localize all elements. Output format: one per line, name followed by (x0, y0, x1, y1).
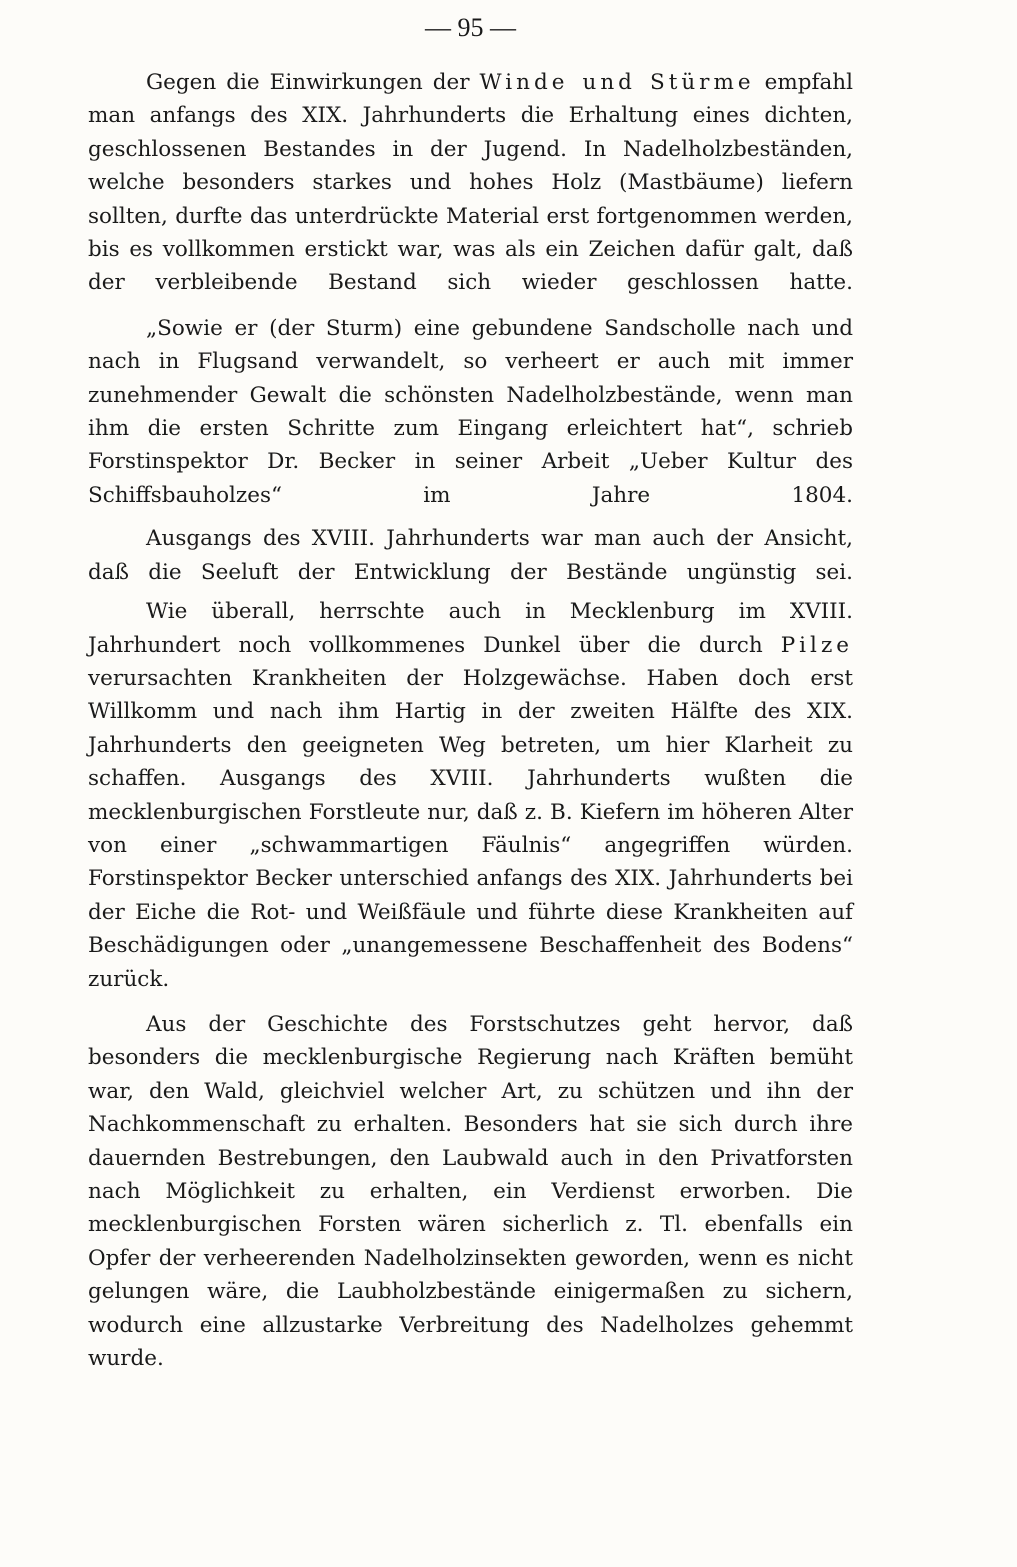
book-page (88, 10, 853, 1375)
paragraph-fungi (88, 595, 853, 996)
paragraph-becker-quote: „Sowie er (der Sturm) eine gebundene Sandscholle nach und nach in Flugsand verwandelt, so verheert er auch mit immer zunehmender Gewalt die schönsten Nadelholzbestände, wenn man ihm die ersten Schritte zum Eingang erleichtert hat“, schrieb Forstinspektor Dr. Becker in seiner Arbeit „Ueber Kultur des Schiffsbauholzes“ im Jahre 1804. (88, 315, 853, 508)
paragraph-text: Gegen die Einwirkungen der (146, 70, 480, 95)
page-number: — 95 — (425, 13, 516, 42)
paragraph-sea-air: Ausgangs des XVIII. Jahrhunderts war man auch der Ansicht, daß die Seeluft der Entwicklung der Bestände ungünstig sei. (88, 526, 853, 585)
paragraph-text: empfahl man anfangs des XIX. Jahrhunderts die Erhaltung eines dichten, geschlossenen Bestandes in der Jugend. In Nadelholzbeständen, welche besonders starkes und hohes Holz (Mastbäume) liefern sollten, durfte das unterdrückte Material erst fortgenommen werden, bis es vollkommen erstickt war, was als ein Zeichen dafür galt, daß der verbleibende Bestand sich wieder geschlossen hatte. (88, 70, 853, 296)
paragraph-wind-storms (88, 66, 853, 300)
paragraph-forest-protection: Aus der Geschichte des Forstschutzes geht hervor, daß besonders die mecklenburgische Regierung nach Kräften bemüht war, den Wald, gleichviel welcher Art, zu schützen und ihn der Nachkommenschaft zu erhalten. Besonders hat sie sich durch ihre dauernden Bestrebungen, den Laubwald auch in den Privatforsten nach Möglichkeit zu erhalten, ein Verdienst erworben. Die mecklenburgischen Forsten wären sicherlich z. Tl. ebenfalls ein Opfer der verheerenden Nadelholzinsekten geworden, wenn es nicht gelungen wäre, die Laubholzbestände einigermaßen zu sichern, wodurch eine allzustarke Verbreitung des Nadelholzes gehemmt wurde. (88, 1011, 853, 1372)
emphasized-text: Winde und Stürme (479, 70, 755, 95)
emphasized-text: Pilze (780, 632, 853, 658)
paragraph-text: Wie überall, herrschte auch in Mecklenburg im XVIII. Jahrhundert noch vollkommenes Dunkel über die durch (88, 599, 853, 658)
paragraph-text: verursachten Krankheiten der Holzgewächse. Haben doch erst Willkomm und nach ihm Hartig in der zweiten Hälfte des XIX. Jahrhunderts den geeigneten Weg betreten, um hier Klarheit zu schaffen. Ausgangs des XVIII. Jahrhunderts wußten die mecklenburgischen Forstleute nur, daß z. B. Kiefern im höheren Alter von einer „schwammartigen Fäulnis“ angegriffen würden. Forstinspektor Becker unterschied anfangs des XIX. Jahrhunderts bei der Eiche die Rot- und Weißfäule und führte diese Krankheiten auf Beschädigungen oder „unangemessene Beschaffenheit des Bodens“ zurück. (88, 665, 853, 992)
